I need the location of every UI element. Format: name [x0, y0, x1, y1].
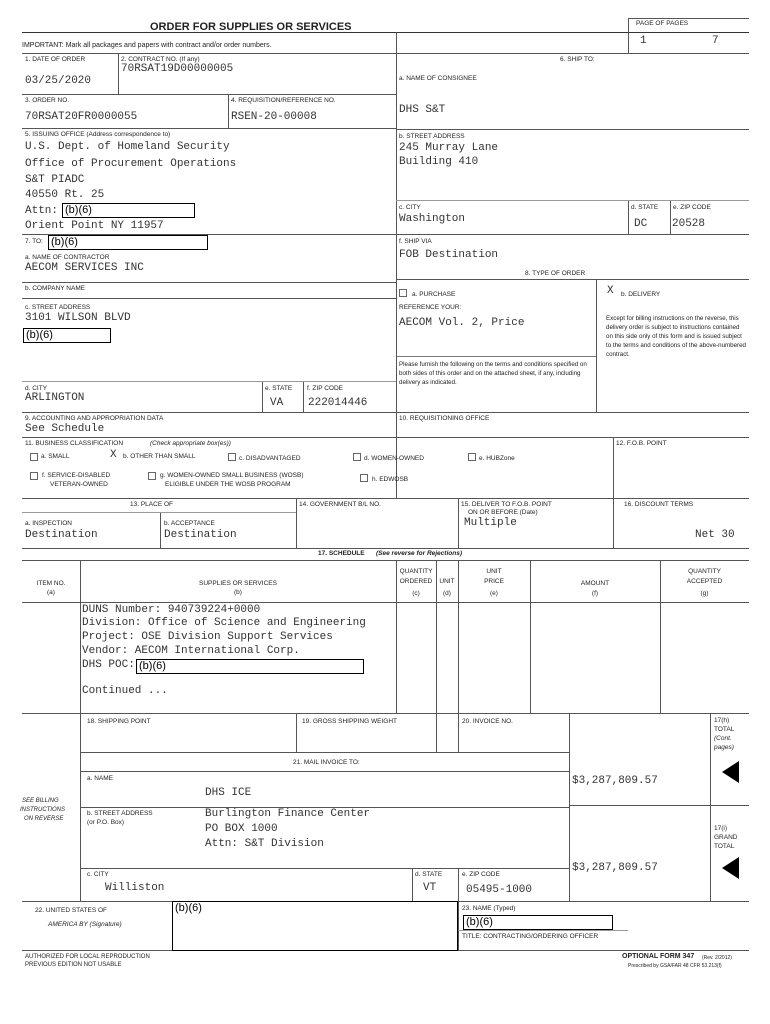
- page-label: PAGE OF PAGES: [636, 20, 689, 27]
- see-billing-label: INSTRUCTIONS: [20, 807, 65, 813]
- rule: [22, 412, 749, 413]
- col-price-sub: (e): [490, 590, 498, 597]
- schedule-line: Project: OSE Division Support Services: [82, 631, 333, 643]
- accounting-value: See Schedule: [25, 423, 105, 435]
- signature-label: 22. UNITED STATES OF: [35, 907, 107, 914]
- rule: [569, 805, 749, 806]
- ship-city-label: c. CITY: [399, 204, 421, 211]
- rule: [22, 94, 396, 95]
- bl-no-label: 14. GOVERNMENT B/L NO.: [299, 501, 381, 508]
- rule: [118, 53, 119, 94]
- schedule-title: 17. SCHEDULE: [318, 550, 365, 557]
- contractor-zip-label: f. ZIP CODE: [307, 385, 343, 392]
- wosb-label: g. WOMEN-OWNED SMALL BUSINESS (WOSB): [160, 472, 304, 479]
- delivery-text: Except for billing instructions on the reverse, this delivery order is subject to instructions contained on this side only of this form and is issued subject to the terms and conditions of the above-numbered contract.: [606, 315, 746, 358]
- rule: [396, 279, 749, 280]
- mail-state-label: d. STATE: [415, 871, 443, 878]
- redaction-box: (b)(6): [463, 915, 613, 930]
- rule: [22, 512, 296, 513]
- date-of-order: 03/25/2020: [25, 75, 92, 87]
- accounting-label: 9. ACCOUNTING AND APPROPRIATION DATA: [25, 415, 164, 422]
- contractor-city: ARLINGTON: [25, 392, 85, 404]
- inspection-label: a. INSPECTION: [25, 520, 72, 527]
- sdvo-checkbox[interactable]: [30, 472, 38, 480]
- ship-street-label: b. STREET ADDRESS: [399, 133, 465, 140]
- ship-state-label: d. STATE: [631, 204, 659, 211]
- mail-zip: 05495-1000: [466, 884, 533, 896]
- ship-state: DC: [634, 218, 648, 230]
- issuing-office-label: 5. ISSUING OFFICE (Address correspondence to): [25, 131, 171, 138]
- schedule-title-hint: (See reverse for Rejections): [376, 550, 462, 557]
- footer-note: AUTHORIZED FOR LOCAL REPRODUCTION: [25, 954, 150, 960]
- type-of-order-label: 8. TYPE OF ORDER: [525, 270, 586, 277]
- rule: [80, 560, 81, 901]
- total-label: 17(h): [714, 717, 730, 724]
- disadvantaged-checkbox[interactable]: [228, 453, 236, 461]
- hubzone-label: e. HUBZone: [479, 455, 515, 462]
- rule: [22, 437, 749, 438]
- rule: [80, 752, 569, 753]
- page-count: 7: [712, 35, 719, 47]
- schedule-line: Vendor: AECOM International Corp.: [82, 645, 300, 657]
- reference-label: REFERENCE YOUR:: [399, 304, 462, 311]
- form-number: OPTIONAL FORM 347: [622, 953, 695, 960]
- contractor-state: VA: [270, 397, 284, 409]
- rule: [458, 930, 628, 931]
- contract-no-label: 2. CONTRACT NO. (If any): [121, 56, 200, 63]
- contractor-zip: 222014446: [308, 397, 368, 409]
- rule: [396, 356, 596, 357]
- issuing-office-line: Orient Point NY 11957: [25, 220, 164, 232]
- date-of-order-label: 1. DATE OF ORDER: [25, 56, 86, 63]
- purchase-checkbox[interactable]: [399, 289, 407, 297]
- total-label: TOTAL: [714, 726, 735, 733]
- col-qty-header: QUANTITY: [399, 568, 433, 575]
- mail-street-line: Attn: S&T Division: [205, 838, 324, 850]
- order-no: 70RSAT20FR0000055: [25, 111, 138, 123]
- delivery-check-mark[interactable]: X: [607, 285, 614, 297]
- business-class-label: 11. BUSINESS CLASSIFICATION: [25, 440, 124, 447]
- invoice-no-label: 20. INVOICE NO.: [462, 718, 513, 725]
- rule: [458, 713, 459, 752]
- rule: [22, 713, 749, 714]
- business-class-hint: (Check appropriate box(es)): [150, 440, 231, 447]
- shipping-point-label: 18. SHIPPING POINT: [87, 718, 151, 725]
- contractor-street-label: c. STREET ADDRESS: [25, 304, 91, 311]
- rule: [262, 381, 263, 412]
- reference-value: AECOM Vol. 2, Price: [399, 317, 525, 329]
- rule: [22, 548, 749, 549]
- women-owned-checkbox[interactable]: [353, 453, 361, 461]
- grand-total-amount: $3,287,809.57: [572, 862, 658, 874]
- sdvo-label: f. SERVICE-DISABLED: [42, 472, 111, 479]
- rule: [22, 53, 749, 54]
- redaction-box: (b)(6): [172, 901, 458, 951]
- rule: [296, 498, 297, 548]
- issuing-office-line: S&T PIADC: [25, 174, 85, 186]
- contractor-street: 3101 WILSON BLVD: [25, 312, 131, 324]
- discount-terms-label: 16. DISCOUNT TERMS: [624, 501, 694, 508]
- place-of-label: 13. PLACE OF: [130, 501, 173, 508]
- contractor-name: AECOM SERVICES INC: [25, 262, 144, 274]
- rule: [596, 279, 597, 412]
- rule: [628, 200, 629, 234]
- consignee-label: a. NAME OF CONSIGNEE: [399, 75, 477, 82]
- discount-terms: Net 30: [695, 529, 735, 541]
- total-label: pages): [714, 744, 734, 751]
- fob-point-label: 12. F.O.B. POINT: [616, 440, 667, 447]
- schedule-continued: Continued ...: [82, 685, 168, 697]
- signature-label: AMERICA BY (Signature): [48, 921, 122, 928]
- deliver-fob-label: 15. DELIVER TO F.O.B. POINT: [461, 501, 552, 508]
- ship-via: FOB Destination: [399, 249, 499, 261]
- contractor-city-label: d. CITY: [25, 385, 48, 392]
- rule: [412, 868, 413, 901]
- grand-total-label: 17(i): [714, 825, 728, 832]
- grand-total-label: GRAND: [714, 834, 738, 841]
- issuing-office-line: 40550 Rt. 25: [25, 189, 105, 201]
- purchase-label: a. PURCHASE: [412, 291, 456, 298]
- rule: [296, 713, 297, 752]
- rule: [160, 512, 161, 548]
- col-supplies-sub: (b): [234, 589, 242, 596]
- issuing-office-line: U.S. Dept. of Homeland Security: [25, 141, 230, 153]
- ship-street-line: 245 Murray Lane: [399, 142, 499, 154]
- rule: [670, 200, 671, 234]
- total-amount: $3,287,809.57: [572, 775, 658, 787]
- col-amount-header: AMOUNT: [580, 580, 610, 587]
- contractor-state-label: e. STATE: [265, 385, 293, 392]
- col-qty-sub: (c): [412, 590, 420, 597]
- rule: [436, 713, 437, 752]
- col-price-header: UNIT: [486, 568, 502, 575]
- rule: [613, 437, 614, 498]
- rule: [458, 868, 459, 901]
- col-amount-sub: (f): [591, 590, 599, 597]
- edwosb-checkbox[interactable]: [360, 474, 368, 482]
- rule: [396, 129, 749, 130]
- ship-city: Washington: [399, 213, 466, 225]
- mail-street-line: PO BOX 1000: [205, 823, 278, 835]
- issuing-office-line: Office of Procurement Operations: [25, 158, 237, 170]
- issuing-office-attn: Attn:: [25, 205, 59, 217]
- delivery-label: b. DELIVERY: [621, 291, 661, 298]
- to-label: 7. TO:: [25, 238, 43, 245]
- schedule-line: DHS POC:: [82, 659, 135, 671]
- footer-note: PREVIOUS EDITION NOT USABLE: [25, 962, 122, 968]
- mail-city: Williston: [105, 882, 165, 894]
- rule: [569, 713, 570, 901]
- col-unit-sub: (d): [443, 590, 451, 597]
- ship-to-label: 6. SHIP TO:: [560, 56, 595, 63]
- mail-street-line: Burlington Finance Center: [205, 808, 371, 820]
- rule: [22, 381, 396, 382]
- rule: [22, 298, 396, 299]
- mail-name-label: a. NAME: [87, 775, 114, 782]
- arrow-left-icon: [722, 857, 739, 879]
- rule: [628, 18, 749, 19]
- col-qty-header: ORDERED: [399, 578, 433, 585]
- inspection-value: Destination: [25, 529, 98, 541]
- company-name-label: b. COMPANY NAME: [25, 285, 86, 292]
- rule: [22, 602, 749, 603]
- contract-no: 70RSAT19D00000005: [121, 63, 234, 75]
- see-billing-label: ON REVERSE: [24, 816, 64, 822]
- rule: [396, 32, 397, 498]
- rule: [80, 868, 569, 869]
- requisitioning-office-label: 10. REQUISITIONING OFFICE: [399, 415, 490, 422]
- total-label: (Cont.: [714, 735, 732, 742]
- rule: [458, 498, 459, 548]
- rule: [396, 200, 749, 201]
- ship-zip-label: e. ZIP CODE: [673, 204, 711, 211]
- form-title: ORDER FOR SUPPLIES OR SERVICES: [150, 21, 352, 33]
- col-item-sub: (a): [47, 589, 55, 596]
- mail-street-label: b. STREET ADDRESS: [87, 810, 153, 817]
- mail-state: VT: [423, 882, 437, 894]
- rule: [22, 282, 396, 283]
- mail-name: DHS ICE: [205, 787, 252, 799]
- rule: [710, 713, 711, 901]
- hubzone-checkbox[interactable]: [468, 453, 476, 461]
- rule: [22, 32, 749, 33]
- rule: [80, 771, 569, 772]
- wosb-checkbox[interactable]: [148, 472, 156, 480]
- officer-title-label: TITLE: CONTRACTING/ORDERING OFFICER: [462, 933, 599, 940]
- mail-invoice-label: 21. MAIL INVOICE TO:: [293, 759, 360, 766]
- consignee-name: DHS S&T: [399, 104, 446, 116]
- order-no-label: 3. ORDER NO.: [25, 97, 70, 104]
- form-revision: (Rev. 2/2012): [702, 955, 732, 961]
- rule: [613, 498, 614, 548]
- ship-street-line: Building 410: [399, 156, 479, 168]
- acceptance-label: b. ACCEPTANCE: [164, 520, 215, 527]
- rule: [22, 128, 396, 129]
- furnish-text: Please furnish the following on the terms and conditions specified on both sides of this order and on the attached sheet, if any, including delivery as indicated.: [399, 361, 587, 386]
- small-checkbox[interactable]: [30, 453, 38, 461]
- mail-street-hint: (or P.O. Box): [87, 819, 125, 826]
- see-billing-label: SEE BILLING: [22, 798, 59, 804]
- deliver-date: Multiple: [464, 517, 517, 529]
- schedule-line: DUNS Number: 940739224+0000: [82, 604, 261, 616]
- edwosb-label: h. EDWOSB: [372, 476, 409, 483]
- rule: [22, 560, 749, 561]
- redaction-box: (b)(6): [23, 328, 111, 343]
- other-than-small-check[interactable]: X: [110, 449, 117, 461]
- mail-zip-label: e. ZIP CODE: [462, 871, 500, 878]
- grand-total-label: TOTAL: [714, 843, 735, 850]
- wosb-label: ELIGIBLE UNDER THE WOSB PROGRAM: [165, 481, 291, 488]
- page-number: 1: [640, 35, 647, 47]
- col-price-header: PRICE: [484, 578, 504, 585]
- arrow-left-icon: [722, 761, 739, 783]
- acceptance-value: Destination: [164, 529, 237, 541]
- important-note: IMPORTANT: Mark all packages and papers with contract and/or order numbers.: [22, 42, 272, 49]
- col-supplies-header: SUPPLIES OR SERVICES: [199, 580, 277, 587]
- schedule-line: Division: Office of Science and Engineering: [82, 617, 366, 629]
- small-label: a. SMALL: [41, 453, 70, 460]
- deliver-fob-label: ON OR BEFORE (Date): [468, 509, 538, 516]
- sdvo-label: VETERAN-OWNED: [50, 481, 108, 488]
- col-accepted-header: QUANTITY: [688, 568, 721, 575]
- ship-via-label: f. SHIP VIA: [399, 238, 432, 245]
- requisition-no-label: 4. REQUISITION/REFERENCE NO.: [231, 97, 336, 104]
- gross-weight-label: 19. GROSS SHIPPING WEIGHT: [302, 718, 397, 725]
- col-unit-header: UNIT: [439, 578, 455, 585]
- mail-city-label: c. CITY: [87, 871, 109, 878]
- col-item-header: ITEM NO.: [36, 580, 66, 587]
- rule: [628, 18, 629, 53]
- col-accepted-sub: (g): [700, 590, 709, 597]
- redaction-box: (b)(6): [136, 659, 364, 674]
- ship-zip: 20528: [672, 218, 706, 230]
- redaction-box: (b)(6): [48, 235, 208, 250]
- typed-name-label: 23. NAME (Typed): [462, 905, 516, 912]
- rule: [22, 498, 749, 499]
- women-owned-label: d. WOMEN-OWNED: [364, 455, 424, 462]
- rule: [303, 381, 304, 412]
- contractor-name-label: a. NAME OF CONTRACTOR: [25, 254, 110, 261]
- requisition-no: RSEN-20-00008: [231, 111, 317, 123]
- col-accepted-header: ACCEPTED: [686, 578, 723, 585]
- redaction-box: (b)(6): [62, 203, 195, 218]
- form-prescribed: Prescribed by GSA/FAR 48 CFR 53.213(f): [628, 963, 722, 969]
- rule: [228, 94, 229, 128]
- disadvantaged-label: c. DISADVANTAGED: [239, 455, 301, 462]
- rule: [458, 901, 459, 950]
- other-than-small-label: b. OTHER THAN SMALL: [123, 453, 196, 460]
